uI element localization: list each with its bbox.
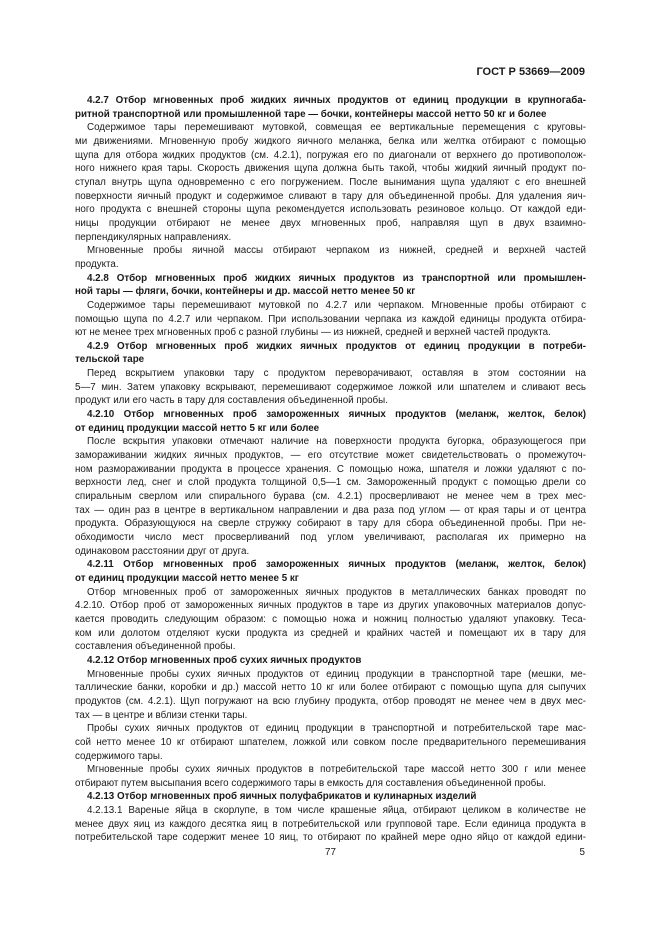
text-line: одинаковом расстоянии друг от друга. [75, 545, 250, 557]
text-line: от единиц продукции массой нетто 5 кг или более [75, 422, 320, 434]
text-line: содержимого тары. [75, 750, 163, 762]
text-line: продукт или его часть в тару для составления объединенной пробы. [75, 395, 388, 407]
text-line: 4.2.10 Отбор мгновенных проб замороженных яичных продуктов (меланж, желток, белок) [87, 409, 586, 421]
text-line: тах — один раз в центре в вертикальном направлении и два раза под углом — от края тары и от центра [75, 504, 586, 516]
internal-page-number: 77 [325, 847, 336, 858]
paragraph [75, 763, 586, 790]
document-code-header: ГОСТ Р 53669—2009 [476, 66, 585, 78]
text-line: Мгновенные пробы яичной массы отбирают черпаком из нижней, средней и верхней частей [87, 245, 586, 257]
text-line: 4.2.8 Отбор мгновенных проб жидких яичных продуктов из транспортной или промышлен- [87, 272, 586, 284]
text-line: Мгновенные пробы сухих яичных продуктов в потребительской таре массой нетто 300 г или менее [87, 764, 586, 776]
text-line: Содержимое тары перемешивают мутовкой, совмещая ее вертикальные перемещения с круговы- [87, 122, 586, 134]
text-line: спиральным сверлом или спирального бурава (см. 4.2.1) просверливают не менее чем в трех мес- [75, 491, 586, 503]
text-line: 4.2.12 Отбор мгновенных проб сухих яичных продуктов [87, 654, 362, 666]
text-line: помощью щупа по 4.2.7 или черпаком. При использовании черпака из каждой единицы продукта отбира- [75, 313, 586, 325]
text-line: 4.2.13 Отбор мгновенных проб яичных полуфабрикатов и кулинарных изделий [87, 791, 477, 803]
section-heading-4-2-11 [75, 558, 586, 585]
text-line: продукта. [75, 258, 119, 270]
section-heading-4-2-7 [75, 94, 586, 121]
text-line: ком или долотом отделяют куски продукта из средней и крайних частей и помещают их в тару для [75, 627, 586, 639]
text-line: Пробы сухих яичных продуктов от единиц продукции в транспортной и потребительской таре мас- [87, 723, 586, 735]
text-line: менее двух яиц из каждого десятка яиц в потребительской или групповой таре. Если единица продукта в [75, 818, 586, 830]
text-line: обходимости число мест просверливаний под углом увеличивают, располагая их примерно на [75, 532, 586, 543]
text-line: потребительской таре содержит менее 10 яиц, то отбирают по крайней мере одно яйцо от каждой едини- [75, 832, 586, 844]
paragraph [75, 367, 586, 408]
section-heading-4-2-13 [75, 790, 586, 804]
page-number: 5 [579, 847, 585, 858]
text-line: 4.2.11 Отбор мгновенных проб замороженных яичных продуктов (меланж, желток, белок) [87, 559, 586, 571]
text-line: замораживании жидких яичных продуктов, — его отсутствие может свидетельствовать о промежуточ- [75, 450, 586, 462]
paragraph [75, 722, 586, 763]
section-heading-4-2-8 [75, 272, 586, 299]
paragraph [75, 586, 586, 654]
text-line: 4.2.9 Отбор мгновенных проб жидких яичных продуктов от единиц продукции в потреби- [87, 340, 586, 352]
paragraph [75, 244, 586, 271]
text-line: 5—7 мин. Затем упаковку вскрывают, перемешивают содержимое ложкой или шпателем и сливают весь [75, 381, 586, 393]
paragraph [75, 804, 586, 845]
text-line: ном размораживании продукта в процессе хранения. С помощью ножа, шпателя и ложки удаляют с по- [75, 463, 586, 475]
text-line: составления объединенной пробы. [75, 641, 236, 653]
text-line: ницы продукции отбирают не менее двух мгновенных проб, направляя щуп в двух взаимно- [75, 217, 586, 229]
text-line: перпендикулярных направлениях. [75, 231, 232, 243]
text-line: ного нижнего края тары. Скорость движения щупа должна быть такой, чтобы жидкий яичный продукт по- [75, 163, 586, 175]
text-line: продукта. Образующуюся на сверле стружку собирают в тару для сбора объединенной пробы. При не- [75, 518, 586, 530]
section-heading-4-2-9 [75, 340, 586, 367]
text-line: таллические банки, коробки и др.) массой нетто 10 кг или более отбирают с помощью щупа для сыпучих [75, 682, 586, 694]
text-line: ного продукта с внешней стороны щупа рекомендуется использовать резиновое кольцо. От каждой еди- [75, 204, 586, 216]
text-line: ной тары — фляги, бочки, контейнеры и др. массой нетто менее 50 кг [75, 286, 416, 298]
text-line: ритной транспортной или промышленной таре — бочки, контейнеры массой нетто 50 кг и более [75, 108, 547, 120]
text-line: Перед вскрытием упаковки тару с продуктом переворачивают, оставляя в этом состоянии на [87, 368, 586, 380]
text-line: 4.2.13.1 Вареные яйца в скорлупе, в том числе крашеные яйца, отбирают целиком в количестве не [87, 805, 586, 817]
section-heading-4-2-10 [75, 408, 586, 435]
text-line: тах — в центре и вблизи стенки тары. [75, 709, 248, 721]
paragraph [75, 435, 586, 558]
text-line: 4.2.10. Отбор проб от замороженных яичных продуктов в таре из других упаковочных материалов допус- [75, 600, 586, 612]
text-line: верхности лед, снег и слой продукта толщиной 0,5—1 см. Замороженный продукт с помощью дрели со [75, 477, 586, 489]
text-line: ступал внутрь щупа одновременно с его погружением. После вынимания щупа удаляют с его внешней [75, 176, 586, 188]
text-line: от единиц продукции массой нетто менее 5 кг [75, 572, 299, 584]
text-line: После вскрытия упаковки отмечают наличие на поверхности продукта бугорка, образующегося при [87, 436, 586, 448]
text-line: отбирают путем высыпания всего содержимого тары в емкость для составления объединенной пробы. [75, 777, 547, 789]
text-line: ми движениями. Мгновенную пробу жидкого яичного меланжа, белка или желтка отбирают с помощью [75, 135, 586, 147]
section-heading-4-2-12 [75, 654, 586, 668]
document-body [75, 94, 586, 845]
text-line: Содержимое тары перемешивают мутовкой по 4.2.7 или черпаком. Мгновенные пробы отбирают с [87, 299, 586, 311]
text-line: щупа для отбора жидких продуктов (см. 4.2.1), погружая его по диагонали от верхнего до противополож- [75, 149, 586, 161]
paragraph [75, 299, 586, 340]
text-line: кается проводить следующим образом: с помощью ножа и ножниц полностью удаляют упаковку. Теса- [75, 613, 586, 625]
text-line: поверхности яичный продукт и содержимое сливают в тару для объединенной пробы. Для удаления яич- [75, 190, 586, 202]
text-line: тельской таре [75, 354, 145, 366]
text-line: сой нетто менее 10 кг отбирают шпателем, ложкой или совком после предварительного перемешивания [75, 736, 586, 748]
text-line: продуктов (см. 4.2.1). Щуп погружают на всю глубину продукта, отбор проводят не менее чем в двух мес- [75, 695, 586, 707]
text-line: Мгновенные пробы сухих яичных продуктов от единиц продукции в транспортной таре (мешки, ме- [87, 668, 586, 680]
text-line: ют не менее трех мгновенных проб с разной глубины — из нижней, средней и верхней частей продукта. [75, 327, 551, 339]
paragraph [75, 668, 586, 723]
text-line: 4.2.7 Отбор мгновенных проб жидких яичных продуктов от единиц продукции в крупногаба- [87, 95, 586, 106]
paragraph [75, 121, 586, 244]
text-line: Отбор мгновенных проб от замороженных яичных продуктов в металлических банках проводят по [87, 586, 586, 598]
